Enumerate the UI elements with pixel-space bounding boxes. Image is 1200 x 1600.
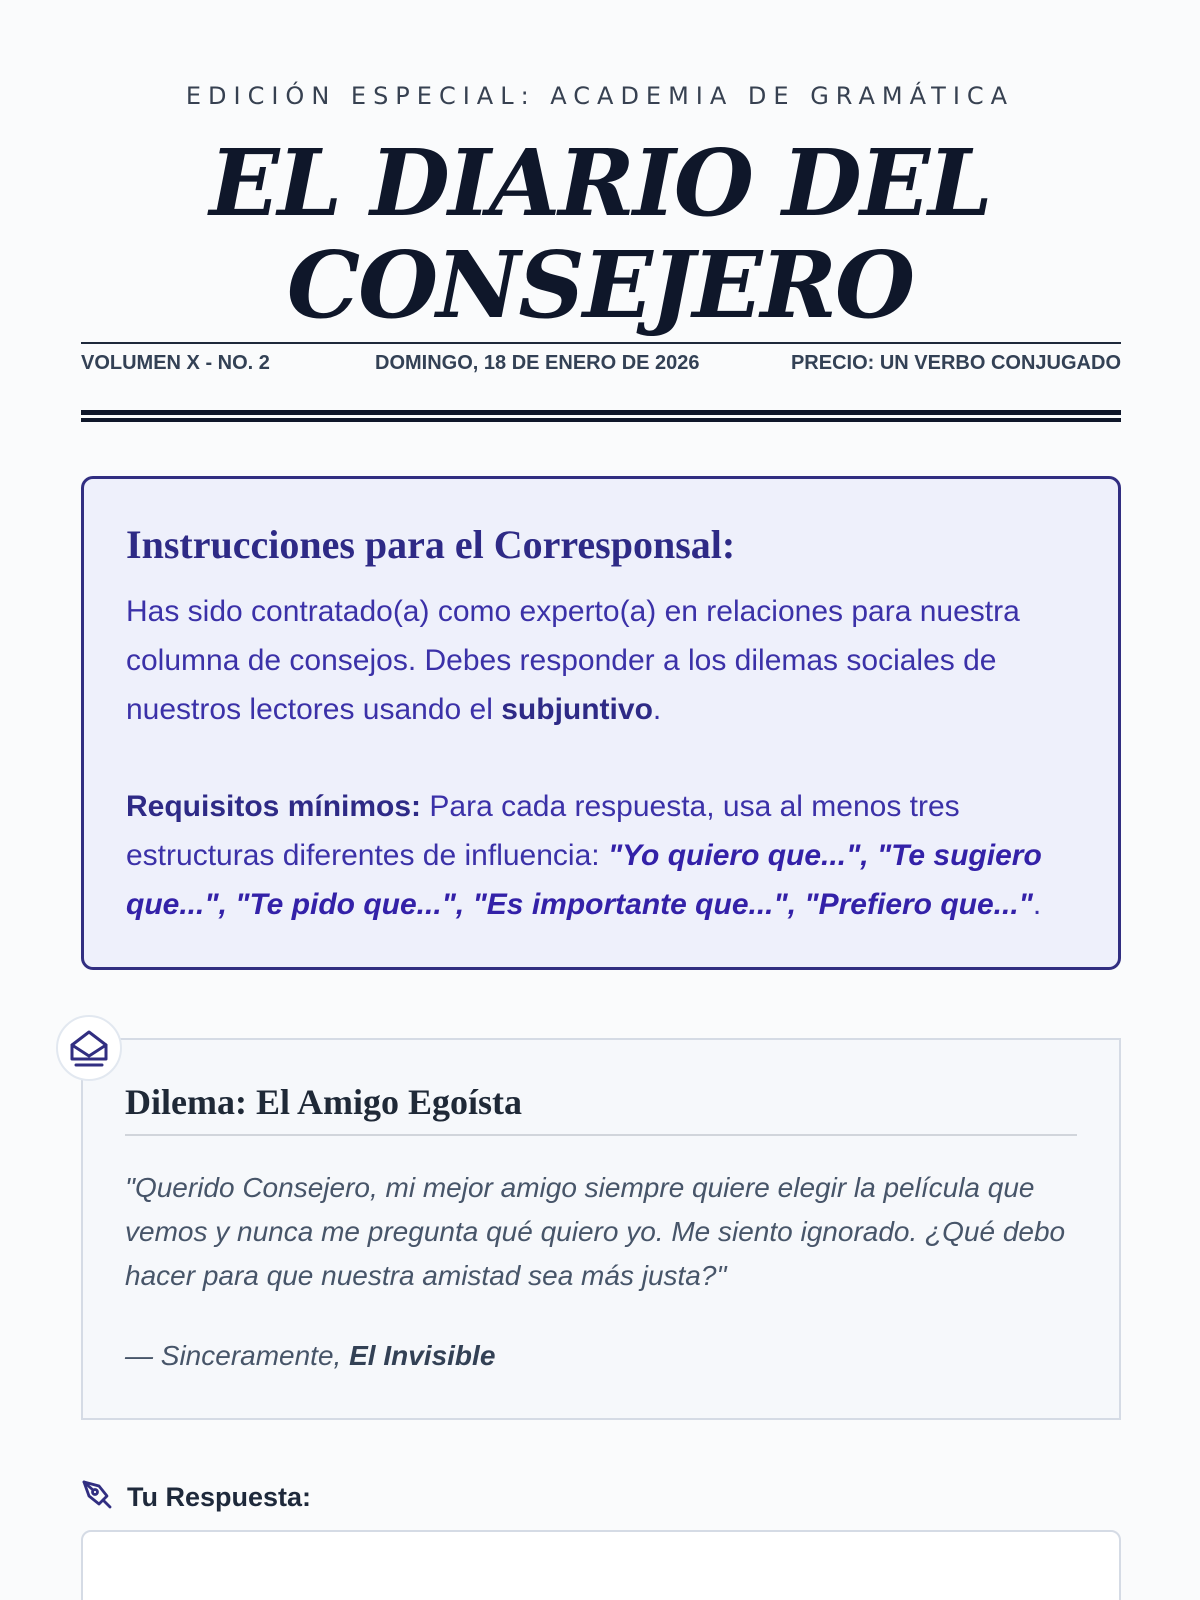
volume-label: VOLUMEN X - NO. 2 [81, 352, 270, 374]
response-label-text: Tu Respuesta: [127, 1482, 312, 1512]
response-label [81, 1478, 311, 1517]
instructions-title: Instrucciones para el Corresponsal: [126, 522, 736, 567]
instructions-text: Has sido contratado(a) como experto(a) en relaciones para nuestra columna de consejos. Debes responder a los dilemas sociales de nuestros lectores usando el subjuntivo. [126, 595, 1020, 726]
signature-name: El Invisible [349, 1340, 496, 1371]
dilemma-letter: "Querido Consejero, mi mejor amigo siempre quiere elegir la película que vemos y nunca me pregunta qué quiero yo. Me siento ignorado. ¿Qué debo hacer para que nuestra amistad sea más justa?" [125, 1172, 1066, 1291]
dilemma-card [81, 1038, 1121, 1420]
date-label: DOMINGO, 18 DE ENERO DE 2026 [375, 352, 700, 374]
double-rule-lower [81, 418, 1121, 422]
dilemma-signature: — Sinceramente, El Invisible [125, 1340, 496, 1371]
edition-kicker: EDICIÓN ESPECIAL: ACADEMIA DE GRAMÁTICA [185, 82, 1015, 110]
masthead-line-1: EL DIARIO DEL [209, 129, 991, 237]
subjunctive-term: subjuntivo [501, 693, 653, 726]
response-textarea[interactable] [81, 1530, 1121, 1600]
instructions-box [81, 476, 1121, 970]
dilemma-title: Dilema: El Amigo Egoísta [125, 1080, 1077, 1136]
double-rule-upper [81, 410, 1121, 415]
envelope-open-icon [56, 1015, 122, 1081]
masthead-line-2: CONSEJERO [286, 231, 914, 339]
masthead-title [0, 129, 1200, 339]
price-label: PRECIO: UN VERBO CONJUGADO [790, 352, 1121, 374]
requirements-label: Requisitos mínimos: [126, 790, 422, 823]
header-rule [81, 342, 1121, 344]
requirements-text: Requisitos mínimos: Para cada respuesta, usa al menos tres estructuras diferentes de influencia: "Yo quiero que...", "Te sugiero que...", "Te pido que...", "Es importante que...", "Prefiero que...". [126, 790, 1042, 921]
influence-structures: "Yo quiero que...", "Te sugiero que...", "Te pido que...", "Es importante que...", "Prefiero que..." [126, 839, 1042, 921]
pen-icon [81, 1478, 113, 1517]
